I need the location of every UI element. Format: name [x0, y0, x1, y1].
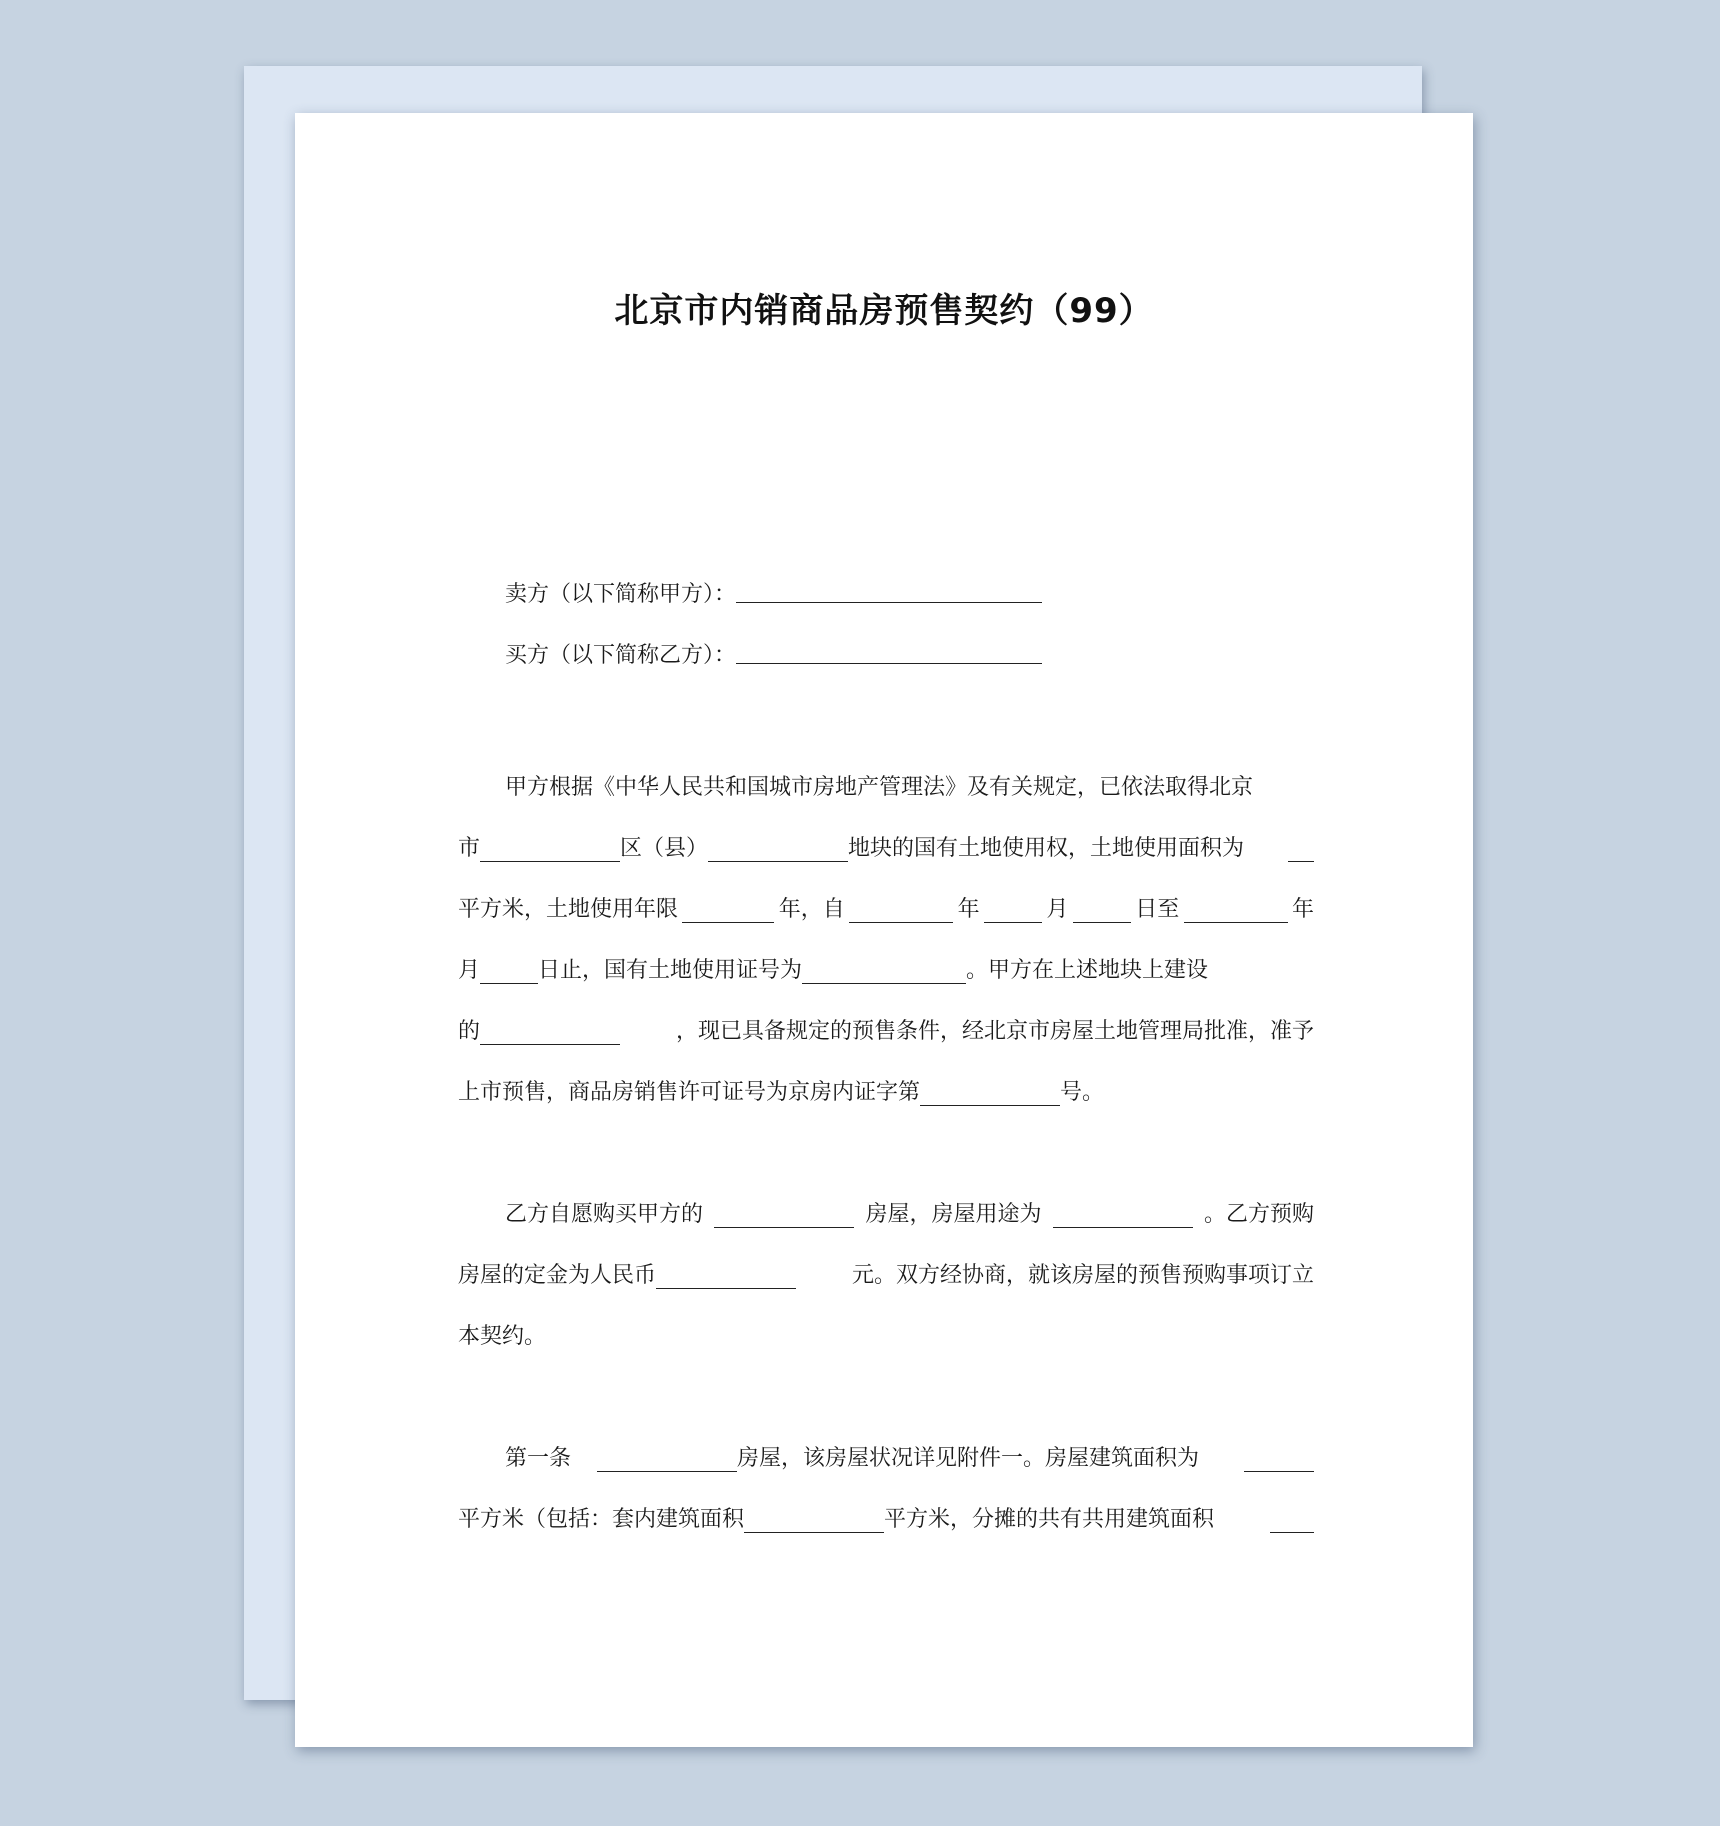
- sales-permit-number-blank[interactable]: [920, 1083, 1060, 1106]
- seller-blank[interactable]: [736, 580, 1042, 603]
- preamble-line-5: [458, 1001, 1314, 1062]
- end-month-blank[interactable]: [480, 961, 538, 984]
- preamble-line-4: [458, 940, 1314, 1001]
- county-blank[interactable]: [708, 839, 848, 862]
- article-1-text-2b: 平方米，分摊的共有共用建筑面积: [884, 1507, 1215, 1532]
- document-page: [295, 113, 1473, 1747]
- buyer-label: 买方（以下简称乙方）：: [505, 643, 737, 668]
- article-1-text-2a: 平方米（包括：套内建筑面积: [458, 1507, 745, 1532]
- land-area-blank[interactable]: [1288, 839, 1314, 862]
- purchase-text-1a: 乙方自愿购买甲方的: [505, 1202, 704, 1227]
- preamble-line-1: [458, 757, 1314, 818]
- preamble-line-2: [458, 818, 1314, 879]
- document-title: 北京市内销商品房预售契约（99）: [614, 291, 1154, 331]
- preamble-line-3: [458, 879, 1314, 940]
- land-term-blank[interactable]: [682, 900, 774, 923]
- preamble-text-4c: 。甲方在上述地块上建设: [966, 958, 1209, 983]
- preamble-text-3d: 月: [1046, 897, 1069, 922]
- end-year-blank[interactable]: [1184, 900, 1288, 923]
- purchase-text-1c: 。乙方预购: [1203, 1202, 1314, 1227]
- preamble-text-3c: 年: [957, 897, 980, 922]
- land-cert-number-blank[interactable]: [802, 961, 966, 984]
- preamble-text-6a: 上市预售，商品房销售许可证号为京房内证字第: [458, 1080, 921, 1105]
- seller-line: [505, 564, 1042, 625]
- purchase-text-3: 本契约。: [458, 1324, 547, 1349]
- house-blank[interactable]: [714, 1205, 854, 1228]
- article-1-house-blank[interactable]: [597, 1449, 737, 1472]
- seller-label: 卖方（以下简称甲方）：: [505, 582, 737, 607]
- buyer-line: [505, 625, 1042, 686]
- preamble-text-6b: 号。: [1060, 1080, 1105, 1105]
- city-district-blank[interactable]: [480, 839, 620, 862]
- preamble-text-2b: 区（县）: [620, 836, 709, 861]
- preamble-text-1: 甲方根据《中华人民共和国城市房地产管理法》及有关规定，已依法取得北京: [505, 775, 1254, 800]
- deposit-amount-blank[interactable]: [656, 1266, 796, 1289]
- preamble-line-6: [458, 1062, 1314, 1123]
- purchase-line-2: [458, 1245, 1314, 1306]
- inner-area-blank[interactable]: [744, 1510, 884, 1533]
- article-1-text-1b: 房屋，该房屋状况详见附件一。房屋建筑面积为: [737, 1446, 1200, 1471]
- article-1-line-2: [458, 1489, 1314, 1550]
- preamble-text-3a: 平方米，土地使用年限: [458, 897, 679, 922]
- purchase-text-1b: 房屋，房屋用途为: [865, 1202, 1042, 1227]
- building-area-blank[interactable]: [1244, 1449, 1314, 1472]
- shared-area-blank[interactable]: [1270, 1510, 1314, 1533]
- article-1-heading: 第一条: [505, 1446, 572, 1471]
- preamble-text-3e: 日至: [1135, 897, 1180, 922]
- preamble-text-2c: 地块的国有土地使用权，土地使用面积为: [848, 836, 1245, 861]
- buyer-blank[interactable]: [736, 641, 1042, 664]
- preamble-text-4a: 月: [458, 958, 481, 983]
- start-day-blank[interactable]: [1073, 900, 1131, 923]
- purchase-line-1: [458, 1184, 1314, 1245]
- preamble-text-5b: ，现已具备规定的预售条件，经北京市房屋土地管理局批准，准予: [675, 1019, 1314, 1044]
- start-year-blank[interactable]: [849, 900, 953, 923]
- purchase-text-2a: 房屋的定金为人民币: [458, 1263, 657, 1288]
- preamble-text-4b: 日止，国有土地使用证号为: [538, 958, 803, 983]
- house-usage-blank[interactable]: [1053, 1205, 1193, 1228]
- preamble-text-2a: 市: [458, 836, 481, 861]
- start-month-blank[interactable]: [984, 900, 1042, 923]
- preamble-text-5a: 的: [458, 1019, 481, 1044]
- preamble-text-3f: 年: [1291, 897, 1314, 922]
- purchase-text-2b: 元。双方经协商，就该房屋的预售预购事项订立: [851, 1263, 1314, 1288]
- article-1-line-1: [458, 1428, 1314, 1489]
- preamble-text-3b: 年，自: [778, 897, 845, 922]
- project-name-blank[interactable]: [480, 1022, 620, 1045]
- purchase-line-3: [458, 1306, 1314, 1367]
